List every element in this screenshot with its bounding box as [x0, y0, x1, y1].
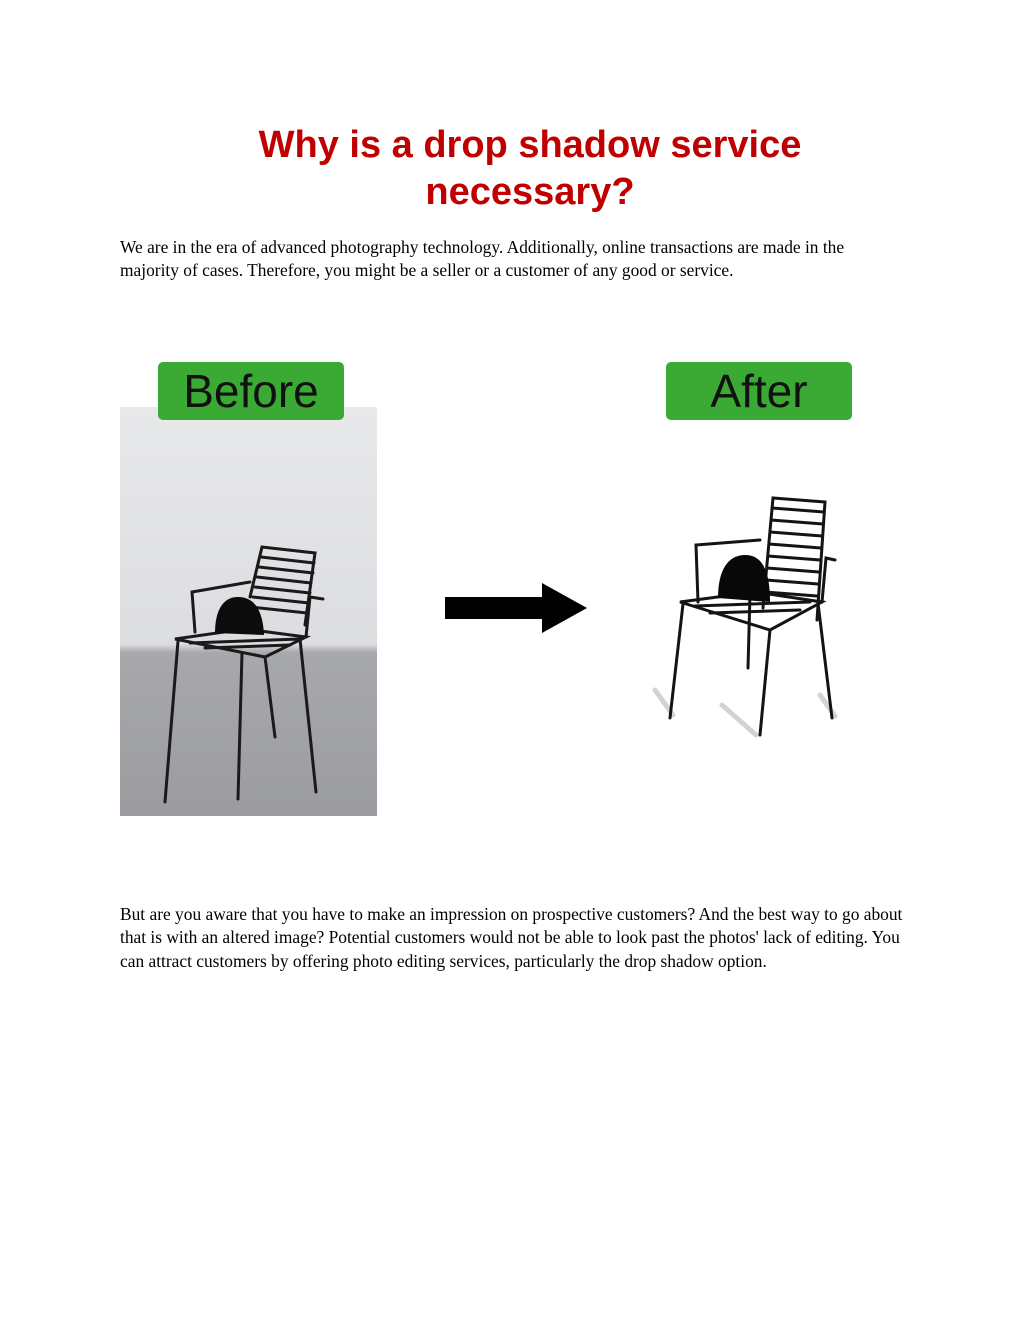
before-after-figure — [115, 355, 875, 825]
chair-with-shadow-image — [610, 490, 850, 780]
after-label: After — [666, 362, 852, 420]
intro-paragraph: We are in the era of advanced photography technology. Additionally, online transactions are made in the majority of cases. Therefore, you might be a seller or a customer of any good or service. — [120, 237, 845, 281]
page-title: Why is a drop shadow service necessary? — [258, 124, 802, 213]
before-label: Before — [158, 362, 344, 420]
chair-with-hat-image — [120, 407, 377, 816]
right-arrow-icon — [445, 583, 587, 633]
before-photo — [120, 407, 377, 816]
closing-paragraph: But are you aware that you have to make an impression on prospective customers? And the best way to go about that is with an altered image? Potential customers would not be able to look past the photos' lack of editing. You can attract customers by offering photo editing services, particularly the drop shadow option. — [120, 904, 903, 971]
